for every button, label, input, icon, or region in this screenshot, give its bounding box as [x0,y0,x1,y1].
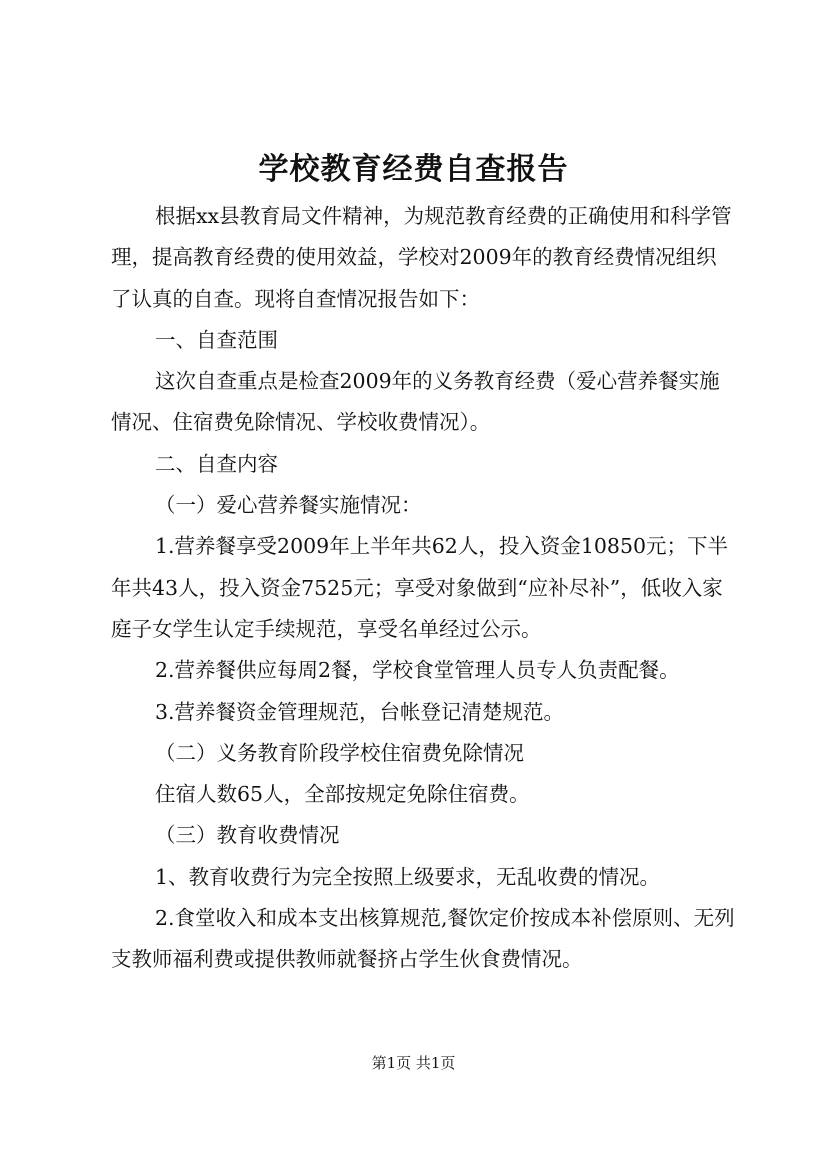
paragraph-fees-2: 2.食堂收入和成本支出核算规范,餐饮定价按成本补偿原则、无列支教师福利费或提供教师就餐挤占学生伙食费情况。 [111,906,735,972]
subheading-nutrition-meal: （一）爱心营养餐实施情况： [155,493,422,518]
subheading-fees: （三）教育收费情况 [155,823,340,848]
paragraph-meal-1: 1.营养餐享受2009年上半年共62人，投入资金10850元；下半年共43人，投入资金7525元；享受对象做到“应补尽补”，低收入家庭子女学生认定手续规范，享受名单经过公示。 [111,534,729,641]
document-body [111,196,737,981]
paragraph-fees-1: 1、教育收费行为完全按照上级要求，无乱收费的情况。 [155,864,661,889]
heading-content: 二、自查内容 [155,451,278,476]
paragraph-intro: 根据xx县教育局文件精神，为规范教育经费的正确使用和科学管理，提高教育经费的使用效益，学校对2009年的教育经费情况组织了认真的自查。现将自查情况报告如下： [111,204,732,311]
page-title: 学校教育经费自查报告 [258,152,569,187]
paragraph-meal-3: 3.营养餐资金管理规范，台帐登记清楚规范。 [155,699,565,724]
paragraph-scope: 这次自查重点是检查2009年的义务教育经费（爱心营养餐实施情况、住宿费免除情况、学校收费情况）。 [111,369,720,435]
paragraph-accommodation: 住宿人数65人，全部按规定免除住宿费。 [155,782,530,807]
page-footer: 第1页 共1页 [371,1054,456,1072]
paragraph-meal-2: 2.营养餐供应每周2餐，学校食堂管理人员专人负责配餐。 [155,658,680,683]
subheading-accommodation: （二）义务教育阶段学校住宿费免除情况 [155,740,524,765]
heading-scope: 一、自查范围 [155,327,278,352]
